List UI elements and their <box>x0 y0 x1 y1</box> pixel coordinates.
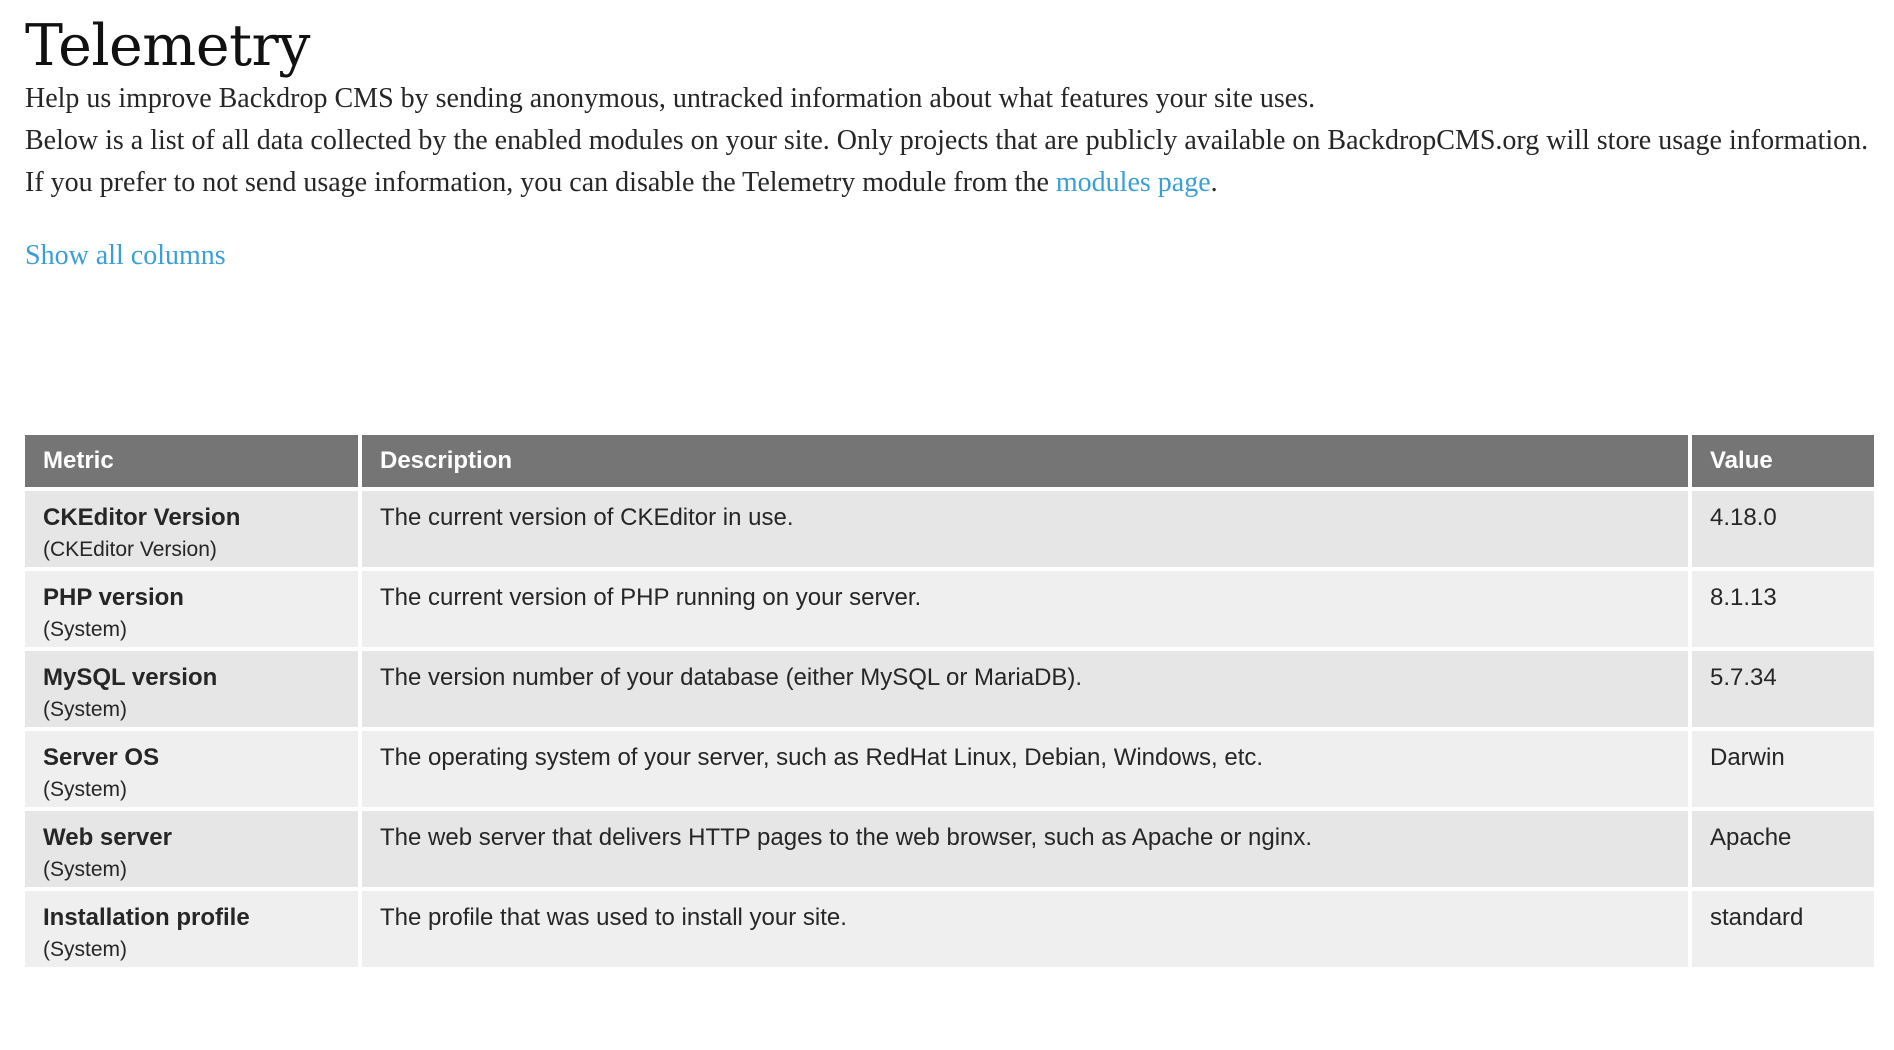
telemetry-table <box>21 431 1878 971</box>
metric-cell <box>25 571 358 647</box>
description-text: The version number of your database (either MySQL or MariaDB). <box>380 664 1083 691</box>
value-text: Darwin <box>1710 744 1785 771</box>
value-text: Apache <box>1710 824 1792 851</box>
value-cell <box>1692 891 1874 967</box>
metric-cell <box>25 731 358 807</box>
value-cell <box>1692 731 1874 807</box>
page-content <box>25 0 1870 961</box>
metric-name: Server OS <box>43 744 160 771</box>
metric-name: Installation profile <box>43 904 250 931</box>
description-cell <box>362 731 1688 807</box>
value-text: 4.18.0 <box>1710 504 1777 531</box>
description-text: The profile that was used to install your site. <box>380 904 847 931</box>
table-row <box>25 731 1874 807</box>
metric-module: (System) <box>43 618 127 641</box>
description-cell <box>362 491 1688 567</box>
modules-page-link[interactable]: modules page <box>1055 167 1211 198</box>
description-text: The operating system of your server, such as RedHat Linux, Debian, Windows, etc. <box>380 744 1264 771</box>
metric-module: (System) <box>43 698 127 721</box>
column-header-description: Description <box>362 435 1688 487</box>
metric-module: (System) <box>43 778 127 801</box>
value-cell <box>1692 491 1874 567</box>
metric-cell <box>25 891 358 967</box>
data-list-note: Below is a list of all data collected by the enabled modules on your site. Only projects that are publicly available on BackdropCMS.org will store usage information. <box>25 125 1869 156</box>
disable-note <box>25 162 1870 204</box>
column-header-value: Value <box>1692 435 1874 487</box>
value-text: 8.1.13 <box>1710 584 1777 611</box>
description-cell <box>362 811 1688 887</box>
table-row <box>25 811 1874 887</box>
value-cell <box>1692 811 1874 887</box>
description-text: The web server that delivers HTTP pages to the web browser, such as Apache or nginx. <box>380 824 1313 851</box>
column-header-metric: Metric <box>25 435 358 487</box>
description-text: The current version of CKEditor in use. <box>380 504 794 531</box>
description-cell <box>362 891 1688 967</box>
metric-module: (CKEditor Version) <box>43 538 217 561</box>
table-row <box>25 491 1874 567</box>
page-title: Telemetry <box>25 13 310 79</box>
table-row <box>25 571 1874 647</box>
value-cell <box>1692 651 1874 727</box>
table-header-row <box>25 435 1874 487</box>
disable-note-text: If you prefer to not send usage information, you can disable the Telemetry module from the <box>25 167 1056 198</box>
metric-module: (System) <box>43 858 127 881</box>
description-cell <box>362 651 1688 727</box>
metric-name: CKEditor Version <box>43 504 241 531</box>
value-text: 5.7.34 <box>1710 664 1777 691</box>
value-text: standard <box>1710 904 1804 931</box>
metric-cell <box>25 651 358 727</box>
metric-name: PHP version <box>43 584 184 611</box>
metric-module: (System) <box>43 938 127 961</box>
show-all-columns-link[interactable]: Show all columns <box>25 240 226 271</box>
intro-text: Help us improve Backdrop CMS by sending anonymous, untracked information about what features your site uses. <box>25 83 1316 114</box>
disable-note-period: . <box>1210 167 1218 198</box>
description-cell <box>362 571 1688 647</box>
table-row <box>25 891 1874 967</box>
metric-name: Web server <box>43 824 172 851</box>
table-row <box>25 651 1874 727</box>
value-cell <box>1692 571 1874 647</box>
metric-cell <box>25 811 358 887</box>
metric-name: MySQL version <box>43 664 218 691</box>
description-text: The current version of PHP running on your server. <box>380 584 922 611</box>
metric-cell <box>25 491 358 567</box>
